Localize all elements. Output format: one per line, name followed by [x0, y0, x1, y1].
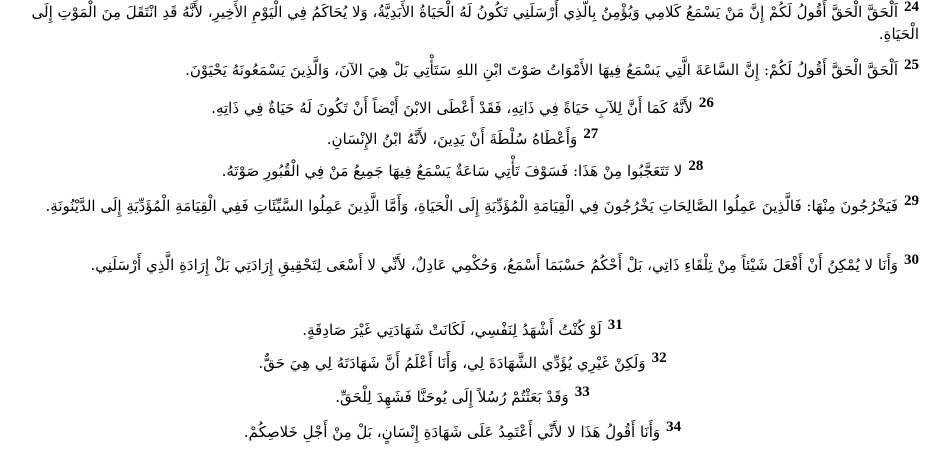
verse-number: 33 — [574, 384, 590, 400]
verse-25 — [6, 58, 919, 81]
verse-number: 26 — [698, 95, 714, 111]
verse-32 — [6, 351, 919, 374]
verse-text: وَأَنَا لا يُمْكِنُ أَنْ أَفْعَلَ شَيْئاً مِنْ تِلْقَاءِ ذَاتِي، بَلْ أَحْكُمُ حَسْبَمَا أَسْمَعُ، وَحُكْمِي عَادِلٌ، لأَنِّي لا أَسْعَى لِتَحْقِيقِ إِرَادَتِي بَلْ إِرَادَةِ الَّذِي أَرْسَلَنِي. — [90, 256, 898, 274]
verse-text: لأَنَّهُ كَمَا أَنَّ لِلآبِ حَيَاةً فِي ذَاتِهِ، فَقَدْ أَعْطَى الابْنَ أَيْضاً أَنْ تَكُونَ لَهُ حَيَاةٌ فِي ذَاتِهِ. — [211, 99, 693, 117]
verse-24 — [6, 0, 919, 45]
verse-text: وَأَنَا أَقُولُ هَذَا لا لأَنِّي أَعْتَمِدُ عَلَى شَهَادَةِ إِنْسَانٍ، بَلْ مِنْ أَجْلِ خَلاصِكُمْ. — [243, 423, 661, 441]
verse-text: وَقَدْ بَعَثْتُمْ رُسُلاً إِلَى يُوحَنَّا فَشَهِدَ لِلْحَقِّ. — [335, 388, 569, 406]
verse-number: 30 — [904, 252, 919, 268]
verse-number: 31 — [607, 317, 623, 333]
verse-30 — [6, 253, 919, 276]
verse-number: 29 — [904, 193, 919, 209]
verse-33 — [6, 385, 919, 408]
verse-text: وَلَكِنْ غَيْرِي يُؤَدِّي الشَّهَادَةَ لِي، وَأَنَا أَعْلَمُ أَنَّ شَهَادَتَهُ لِي هِيَ حَقٌّ. — [258, 354, 646, 372]
verse-number: 24 — [904, 0, 919, 15]
verse-27 — [6, 127, 919, 150]
verse-text: فَيَخْرُجُونَ مِنْهَا: فَالَّذِينَ عَمِلُوا الصَّالِحَاتِ يَخْرُجُونَ فِي الْقِيَامَةِ الْمُؤَدِّيَةِ إِلَى الْحَيَاةِ، وَأَمَّا الَّذِينَ عَمِلُوا السَّيِّئَاتِ فَفِي الْقِيَامَةِ الْمُؤَدِّيَةِ إِلَى الدَّيْنُونَةِ. — [45, 197, 898, 215]
verse-text: اَلْحَقَّ الْحَقَّ أَقُولُ لَكُمْ: إِنَّ السَّاعَةَ الَّتِي يَسْمَعُ فِيهَا الأَمْوَاتُ صَوْتَ ابْنِ اللهِ سَتَأْتِي بَلْ هِيَ الآنَ، وَالَّذِينَ يَسْمَعُونَهُ يَحْيَوْنَ. — [185, 61, 898, 79]
verse-number: 34 — [666, 419, 682, 435]
verse-28 — [6, 159, 919, 182]
verse-text: وَأَعْطَاهُ سُلْطَةَ أَنْ يَدِينَ، لأَنَّهُ ابْنُ الإِنْسَانِ. — [326, 130, 578, 148]
verse-29 — [6, 194, 919, 217]
verse-text: لا تَتَعَجَّبُوا مِنْ هَذَا: فَسَوْفَ تَأْتِي سَاعَةٌ يَسْمَعُ فِيهَا جَمِيعُ مَنْ فِي الْقُبُورِ صَوْتَهُ. — [221, 162, 683, 180]
verse-text: لَوْ كُنْتُ أَشْهَدُ لِنَفْسِي، لَكَانَتْ شَهَادَتِي غَيْرَ صَادِقَةٍ. — [302, 321, 602, 339]
verse-number: 32 — [651, 350, 667, 366]
verse-number: 27 — [583, 126, 599, 142]
verse-34 — [6, 420, 919, 443]
verse-text: اَلْحَقَّ الْحَقَّ أَقُولُ لَكُمْ إِنَّ مَنْ يَسْمَعُ كَلامِي وَيُؤْمِنُ بِالَّذِي أَرْسَلَنِي تَكُونُ لَهُ الْحَيَاةُ الأَبَدِيَّةُ، وَلا يُحَاكَمُ فِي الْيَوْمِ الأَخِيرِ، لأَنَّهُ قَدِ انْتَقَلَ مِنَ الْمَوْتِ إِلَى الْحَيَاةِ. — [31, 3, 919, 43]
verse-number: 25 — [904, 57, 919, 73]
verse-number: 28 — [688, 158, 704, 174]
verse-26 — [6, 96, 919, 119]
verse-31 — [6, 318, 919, 341]
